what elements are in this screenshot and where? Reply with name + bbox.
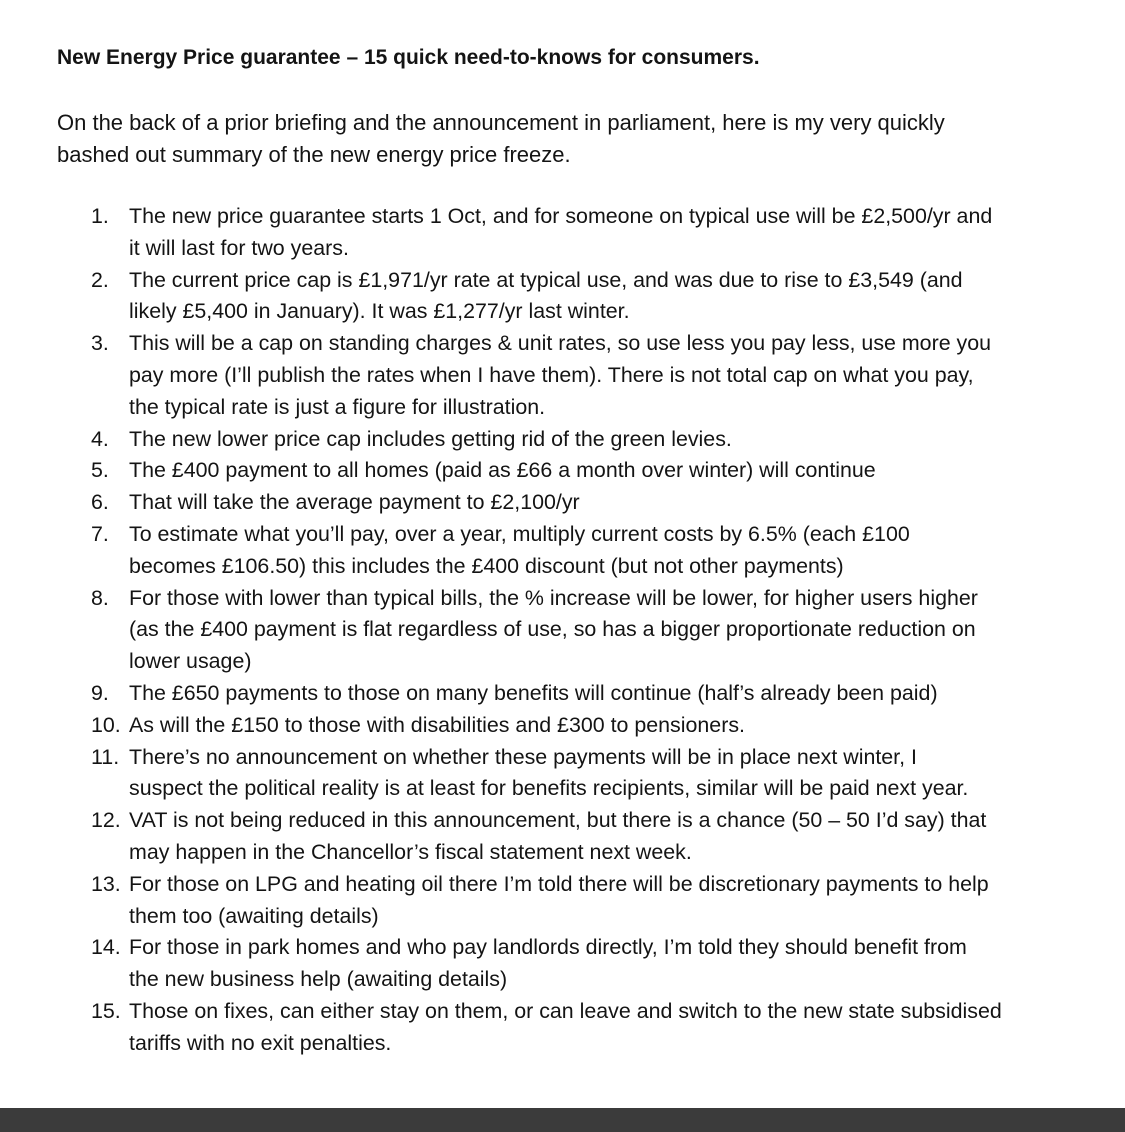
intro-paragraph — [57, 107, 1077, 171]
list-item-number: 8. — [91, 585, 109, 610]
list-item — [91, 996, 1119, 1060]
list-item-number: 7. — [91, 521, 109, 546]
list-item-text: The new lower price cap includes getting rid of the green levies. — [129, 426, 732, 451]
intro-line: bashed out summary of the new energy price freeze. — [57, 142, 571, 167]
list-item-text: (as the £400 payment is flat regardless of use, so has a bigger proportionate reduction on — [129, 617, 976, 642]
list-item — [91, 805, 1119, 869]
list-item-number: 9. — [91, 680, 109, 705]
list-item-number: 2. — [91, 267, 109, 292]
list-item-number: 1. — [91, 204, 109, 228]
list-item-text: There’s no announcement on whether these payments will be in place next winter, I — [129, 744, 917, 769]
document-title: New Energy Price guarantee – 15 quick need-to-knows for consumers. — [57, 46, 760, 69]
list-item-number: 4. — [91, 426, 109, 451]
list-item-number: 10. — [91, 712, 121, 737]
list-item-text: To estimate what you’ll pay, over a year, multiply current costs by 6.5% (each £100 — [129, 521, 910, 546]
list-item-number: 5. — [91, 458, 109, 483]
list-item-text: The £400 payment to all homes (paid as £66 a month over winter) will continue — [129, 458, 876, 483]
bottom-bar — [0, 1108, 1125, 1132]
list-item — [91, 487, 1119, 519]
list-item-text: For those with lower than typical bills, the % increase will be lower, for higher users higher — [129, 585, 978, 610]
list-item-text: it will last for two years. — [129, 235, 349, 260]
list-item — [91, 710, 1119, 742]
list-item-text: The new price guarantee starts 1 Oct, and for someone on typical use will be £2,500/yr and — [129, 204, 993, 228]
list-item — [91, 519, 1119, 583]
list-item-text: the new business help (awaiting details) — [129, 967, 508, 992]
list-item-text: Those on fixes, can either stay on them, or can leave and switch to the new state subsidised — [129, 998, 1002, 1023]
list-item — [91, 932, 1119, 996]
list-item — [91, 869, 1119, 933]
list-item-text: pay more (I’ll publish the rates when I have them). There is not total cap on what you pay, — [129, 362, 974, 387]
list-item — [91, 742, 1119, 806]
list-item — [91, 455, 1119, 487]
list-item-number: 15. — [91, 998, 121, 1023]
list-item-text: The £650 payments to those on many benefits will continue (half’s already been paid) — [129, 680, 938, 705]
list-item-text: likely £5,400 in January). It was £1,277/yr last winter. — [129, 299, 630, 324]
list-item-text: lower usage) — [129, 649, 252, 674]
list-item-number: 11. — [91, 744, 120, 769]
list-item-text: suspect the political reality is at least for benefits recipients, similar will be paid next year. — [129, 776, 969, 801]
list-item — [91, 678, 1119, 710]
list-item-number: 6. — [91, 490, 109, 515]
list-item-text: may happen in the Chancellor’s fiscal statement next week. — [129, 839, 692, 864]
list-item-text: tariffs with no exit penalties. — [129, 1030, 392, 1055]
list-item-text: VAT is not being reduced in this announcement, but there is a chance (50 – 50 I’d say) that — [129, 808, 987, 833]
list-item-text: becomes £106.50) this includes the £400 discount (but not other payments) — [129, 553, 844, 578]
list-item-number: 3. — [91, 331, 109, 356]
numbered-list — [91, 201, 1119, 1060]
list-item-text: them too (awaiting details) — [129, 903, 379, 928]
list-item-text: For those in park homes and who pay landlords directly, I’m told they should benefit from — [129, 935, 967, 960]
list-item-text: This will be a cap on standing charges & unit rates, so use less you pay less, use more you — [129, 331, 992, 356]
intro-line: On the back of a prior briefing and the announcement in parliament, here is my very quickly — [57, 110, 945, 135]
list-item-text: the typical rate is just a figure for illustration. — [129, 394, 546, 419]
list-item-text: That will take the average payment to £2,100/yr — [129, 490, 580, 515]
list-item-number: 13. — [91, 871, 121, 896]
list-item — [91, 583, 1119, 678]
list-item-text: As will the £150 to those with disabilities and £300 to pensioners. — [129, 712, 745, 737]
list-item — [91, 328, 1119, 423]
list-item — [91, 424, 1119, 456]
list-item — [91, 265, 1119, 329]
list-item-text: The current price cap is £1,971/yr rate at typical use, and was due to rise to £3,549 (and — [129, 267, 963, 292]
list-item-number: 12. — [91, 808, 121, 833]
list-item — [91, 201, 1119, 265]
list-item-number: 14. — [91, 935, 121, 960]
list-item-text: For those on LPG and heating oil there I’m told there will be discretionary payments to help — [129, 871, 989, 896]
